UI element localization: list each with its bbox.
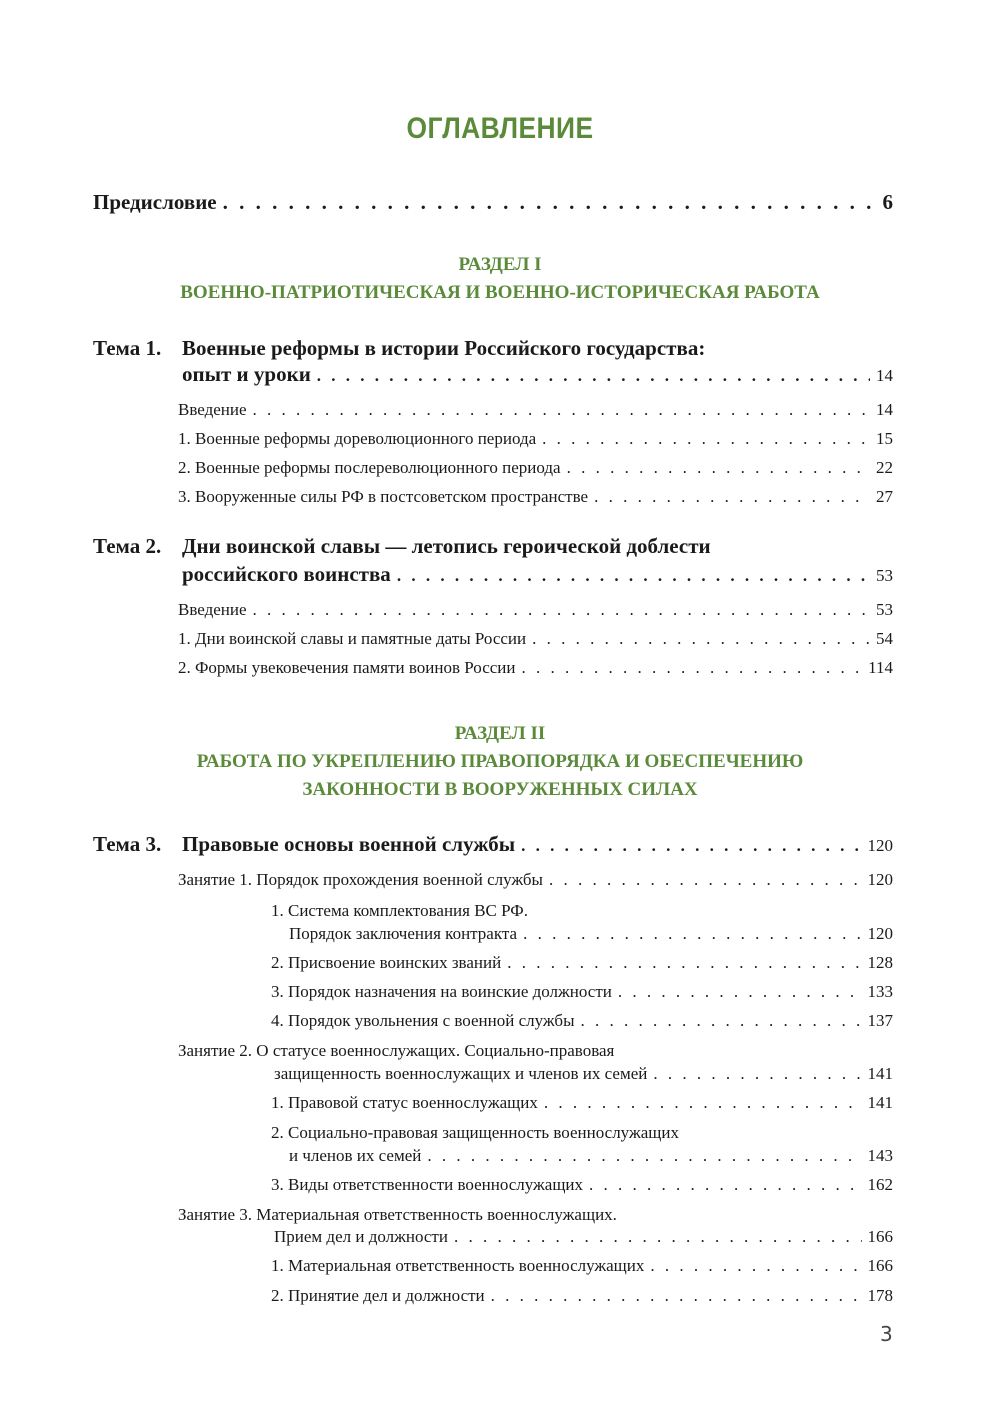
toc-label: 1. Дни воинской славы и памятные даты России [178,629,527,648]
toc-entry[interactable] [178,658,893,678]
toc-entry[interactable] [178,458,893,478]
topic-prefix: Тема 2. [93,534,162,558]
topic-prefix: Тема 1. [93,336,162,360]
toc-page: 120 [867,924,893,943]
toc-label: 2. Принятие дел и должности [271,1286,485,1305]
toc-label: Введение [178,600,247,619]
toc-page: 53 [876,600,893,619]
toc-entry[interactable] [271,1175,893,1195]
toc-label-line: Занятие 2. О статусе военнослужащих. Социально-правовая [178,1041,615,1060]
toc-label: и членов их семей [289,1146,422,1165]
dot-leader [542,429,870,449]
toc-label: 1. Материальная ответственность военнослужащих [271,1256,645,1275]
toc-label: 1. Правовой статус военнослужащих [271,1093,538,1112]
dot-leader [581,1011,862,1031]
toc-label: Предисловие [93,190,217,214]
toc-entry[interactable] [178,400,893,420]
toc-label: 3. Порядок назначения на воинские должности [271,982,612,1001]
dot-leader [650,1256,861,1276]
toc-page: 53 [876,566,893,585]
dot-leader [491,1286,862,1306]
toc-entry[interactable] [178,487,893,507]
toc-page: 137 [867,1011,893,1030]
section-title: ВОЕННО-ПАТРИОТИЧЕСКАЯ И ВОЕННО-ИСТОРИЧЕСКАЯ РАБОТА [180,282,820,303]
dot-leader [549,870,862,890]
toc-page: 114 [868,658,893,677]
toc-label: Порядок заключения контракта [289,924,518,943]
topic-heading [93,336,161,361]
toc-label: 3. Вооруженные силы РФ в постсоветском пространстве [178,487,589,506]
topic-prefix: Тема 3. [93,832,162,856]
toc-entry[interactable] [271,1286,893,1306]
topic-title-line: Дни воинской славы — летопись героической доблести [182,534,711,558]
toc-page: 15 [876,429,893,448]
section-title-line2: ЗАКОННОСТИ В ВООРУЖЕННЫХ СИЛАХ [302,779,698,800]
toc-label-line: 2. Социально-правовая защищенность военнослужащих [271,1123,679,1142]
page-title: ОГЛАВЛЕНИЕ [406,112,594,145]
section-title: РАБОТА ПО УКРЕПЛЕНИЮ ПРАВОПОРЯДКА И ОБЕСПЕЧЕНИЮ [196,751,804,772]
toc-page: 14 [876,366,893,385]
toc-page: 143 [867,1146,893,1165]
dot-leader [253,400,870,420]
toc-page: 166 [867,1256,893,1275]
section-number: РАЗДЕЛ I [458,254,542,275]
toc-entry-topic-2[interactable] [182,562,893,587]
toc-entry-lesson-2[interactable] [274,1064,893,1084]
dot-leader [521,836,861,856]
toc-label: 2. Формы увековечения памяти воинов России [178,658,516,677]
dot-leader [397,566,870,586]
toc-entry[interactable] [178,429,893,449]
toc-page: 178 [867,1286,893,1305]
toc-page: 166 [867,1227,893,1246]
dot-leader [427,1146,861,1166]
toc-entry[interactable] [271,1256,893,1276]
toc-page: 141 [867,1093,893,1112]
toc-entry-preface[interactable] [93,190,893,215]
dot-leader [589,1175,861,1195]
toc-label: 3. Виды ответственности военнослужащих [271,1175,584,1194]
toc-label: Прием дел и должности [274,1227,448,1246]
toc-entry-lesson-3[interactable] [274,1227,893,1247]
toc-label: Занятие 1. Порядок прохождения военной службы [178,870,543,889]
toc-entry-topic-3[interactable] [182,832,893,857]
toc-label: 4. Порядок увольнения с военной службы [271,1011,575,1030]
toc-entry[interactable] [271,953,893,973]
toc-entry[interactable] [178,629,893,649]
toc-entry[interactable] [289,1146,893,1166]
dot-leader [522,658,863,678]
toc-label: российского воинства [182,562,391,586]
toc-page: 162 [867,1175,893,1194]
section-heading-1 [0,251,1000,307]
toc-entry[interactable] [271,982,893,1002]
dot-leader [454,1227,862,1247]
dot-leader [653,1064,861,1084]
toc-label: 2. Военные реформы послереволюционного периода [178,458,561,477]
toc-label: Правовые основы военной службы [182,832,516,856]
toc-entry[interactable] [271,1011,893,1031]
toc-page: 133 [867,982,893,1001]
toc-page: 120 [867,836,893,855]
section-heading-2 [0,720,1000,804]
toc-label-line: 1. Система комплектования ВС РФ. [271,901,528,920]
dot-leader [253,600,870,620]
dot-leader [567,458,870,478]
toc-page: 6 [882,190,893,214]
toc-entry[interactable] [289,924,893,944]
section-number: РАЗДЕЛ II [454,723,546,744]
toc-label: опыт и уроки [182,362,311,386]
toc-page: 22 [876,458,893,477]
toc-entry[interactable] [271,1093,893,1113]
toc-label: 1. Военные реформы дореволюционного периода [178,429,537,448]
toc-page: 27 [876,487,893,506]
toc-page: 128 [867,953,893,972]
toc-label: 2. Присвоение воинских званий [271,953,502,972]
toc-entry-lesson-1[interactable] [178,870,893,890]
toc-label: Введение [178,400,247,419]
toc-label-line: Занятие 3. Материальная ответственность военнослужащих. [178,1205,617,1224]
toc-page: 141 [867,1064,893,1083]
page-number: 3 [880,1322,893,1346]
toc-page: 54 [876,629,893,648]
toc-page: 14 [876,400,893,419]
dot-leader [594,487,870,507]
topic-title-line: Военные реформы в истории Российского государства: [182,336,706,360]
toc-label: защищенность военнослужащих и членов их семей [274,1064,648,1083]
toc-entry[interactable] [178,600,893,620]
dot-leader [532,629,870,649]
toc-page: 120 [867,870,893,889]
dot-leader [544,1093,862,1113]
dot-leader [618,982,862,1002]
dot-leader [523,924,861,944]
dot-leader [317,366,870,386]
dot-leader [223,190,877,215]
dot-leader [507,953,861,973]
toc-entry-topic-1[interactable] [182,362,893,387]
